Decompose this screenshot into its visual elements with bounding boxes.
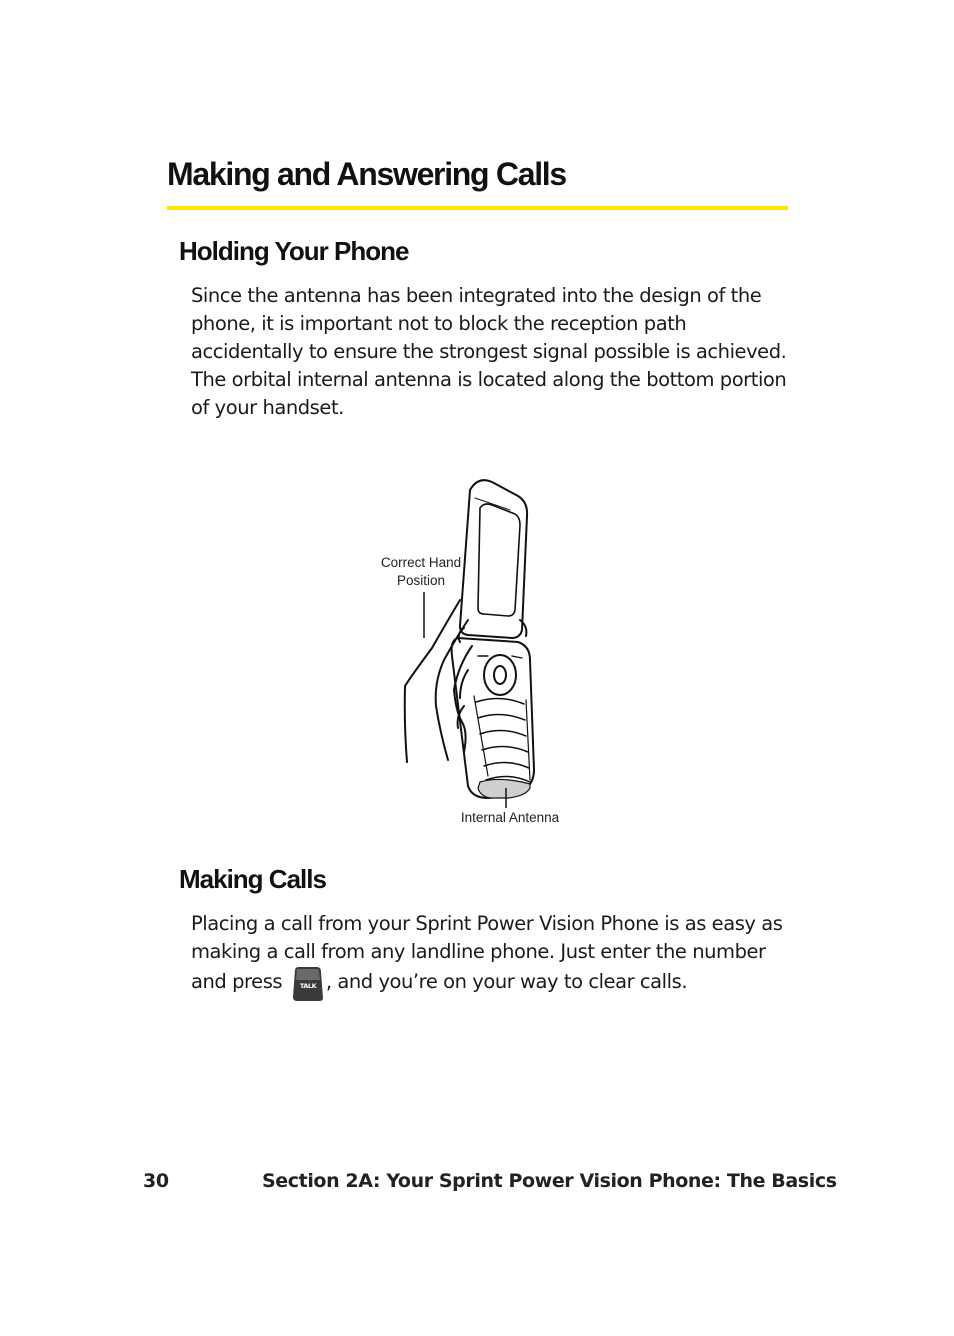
title-rule — [167, 206, 788, 210]
talk-key-label: TALK — [299, 982, 317, 990]
holding-phone-heading: Holding Your Phone — [179, 236, 409, 266]
callout-hand-line1: Correct Hand — [380, 555, 462, 570]
phone-hand-illustration — [360, 470, 590, 840]
making-calls-text: Placing a call from your Sprint Power Vision Phone is as easy as making a call from any landline phone. Just enter the number and press — [191, 912, 783, 993]
callout-hand-line2: Position — [396, 573, 446, 588]
callout-internal-antenna: Internal Antenna — [460, 810, 560, 825]
holding-phone-paragraph: Since the antenna has been integrated into the design of the phone, it is important not to block the reception path accidentally to ensure the strongest signal possible is achieved. The orbital internal antenna is located along the bottom portion of your handset. — [191, 284, 787, 419]
talk-key-icon — [292, 966, 324, 1002]
page-title: Making and Answering Calls — [167, 156, 566, 192]
flip-phone-icon — [360, 470, 590, 840]
making-calls-text-end: , and you’re on your way to clear calls. — [325, 970, 688, 993]
making-calls-heading: Making Calls — [179, 864, 326, 894]
page-number: 30 — [143, 1170, 169, 1192]
callout-hand-position — [370, 554, 472, 590]
making-calls-paragraph — [191, 910, 791, 1002]
footer-section-title: Section 2A: Your Sprint Power Vision Phone: The Basics — [262, 1170, 837, 1192]
